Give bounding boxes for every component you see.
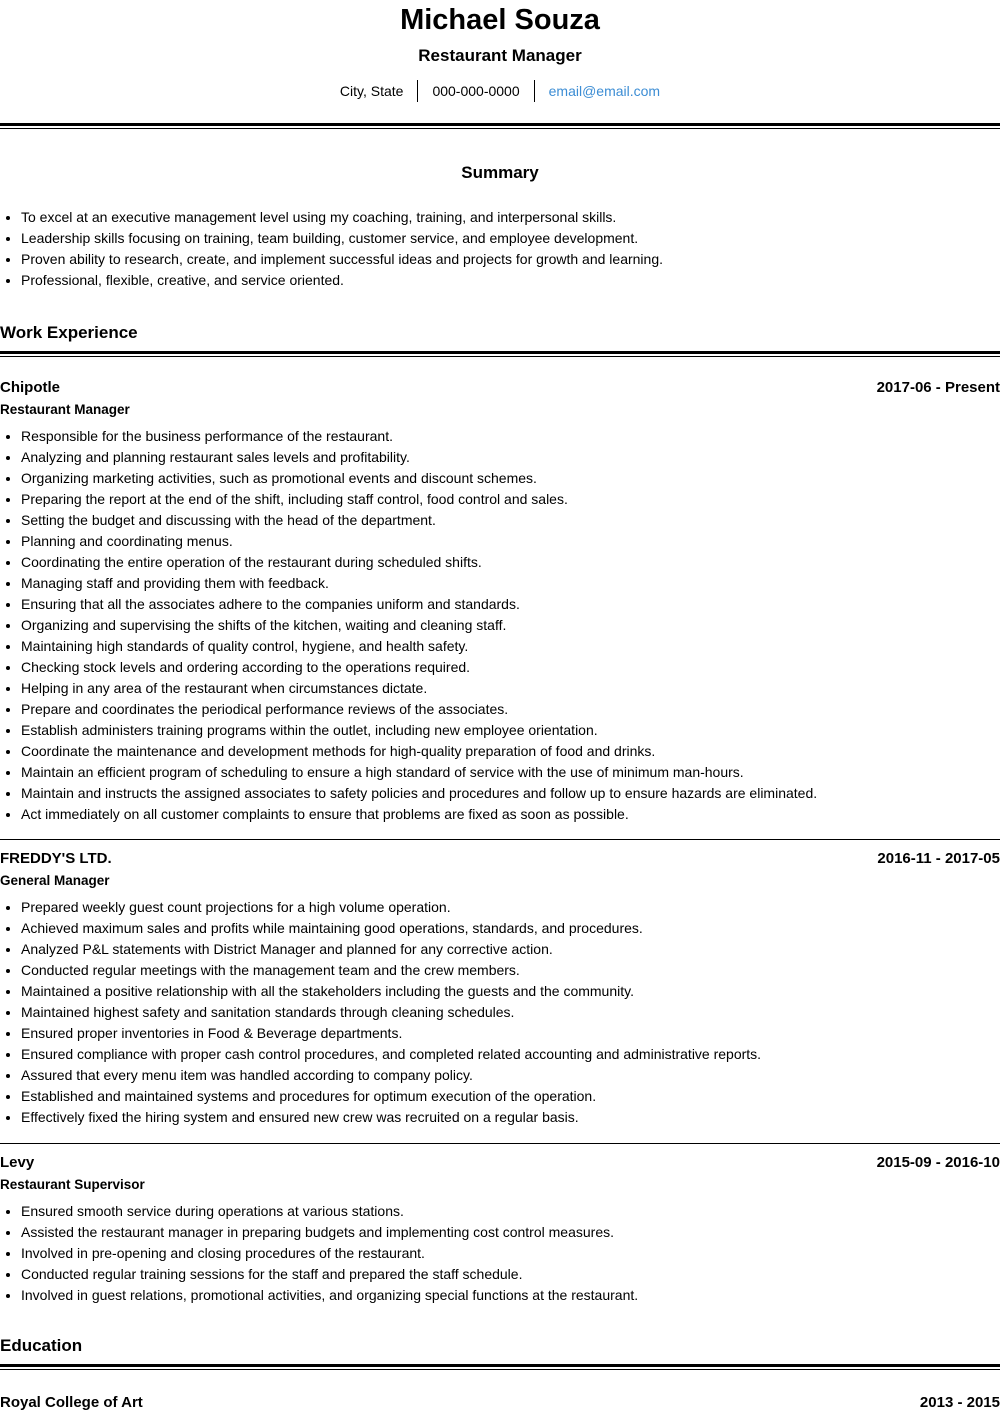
list-item: • Ensured smooth service during operations at various stations. bbox=[21, 1201, 1000, 1222]
summary-list bbox=[0, 207, 1000, 291]
job-divider bbox=[0, 1143, 1000, 1144]
job-dates: 2015-09 - 2016-10 bbox=[876, 1154, 1000, 1171]
job-header bbox=[0, 1154, 1000, 1172]
list-item: • Established and maintained systems and procedures for optimum execution of the operation. bbox=[21, 1086, 1000, 1107]
list-item: • Conducted regular meetings with the management team and the crew members. bbox=[21, 960, 1000, 981]
education-entry bbox=[0, 1394, 1000, 1412]
section-divider bbox=[0, 351, 1000, 357]
list-item: • Leadership skills focusing on training, team building, customer service, and employee development. bbox=[21, 228, 1000, 249]
list-item: • Prepared weekly guest count projections for a high volume operation. bbox=[21, 897, 1000, 918]
job-entry bbox=[0, 379, 1000, 825]
list-item: • Analyzed P&L statements with District Manager and planned for any corrective action. bbox=[21, 939, 1000, 960]
list-item: • Effectively fixed the hiring system and ensured new crew was recruited on a regular basis. bbox=[21, 1107, 1000, 1128]
contact-divider bbox=[534, 80, 535, 102]
list-item: • Managing staff and providing them with feedback. bbox=[21, 573, 1000, 594]
list-item: • Coordinating the entire operation of the restaurant during scheduled shifts. bbox=[21, 552, 1000, 573]
resume-header bbox=[0, 0, 1000, 102]
job-entry bbox=[0, 850, 1000, 1128]
work-experience-heading: Work Experience bbox=[0, 323, 138, 342]
contact-divider bbox=[417, 80, 418, 102]
list-item: • Establish administers training programs within the outlet, including new employee orientation. bbox=[21, 720, 1000, 741]
job-duties-list bbox=[0, 897, 1000, 1128]
job-company: Levy bbox=[0, 1154, 35, 1171]
contact-line bbox=[0, 80, 1000, 102]
list-item: • Involved in pre-opening and closing procedures of the restaurant. bbox=[21, 1243, 1000, 1264]
list-item: • Preparing the report at the end of the shift, including staff control, food control and sales. bbox=[21, 489, 1000, 510]
list-item: • Achieved maximum sales and profits while maintaining good operations, standards, and procedures. bbox=[21, 918, 1000, 939]
list-item: • Checking stock levels and ordering according to the operations required. bbox=[21, 657, 1000, 678]
job-entry bbox=[0, 1154, 1000, 1306]
list-item: • Involved in guest relations, promotional activities, and organizing special functions at the restaurant. bbox=[21, 1285, 1000, 1306]
section-divider bbox=[0, 1364, 1000, 1370]
list-item: • Coordinate the maintenance and development methods for high-quality preparation of food and drinks. bbox=[21, 741, 1000, 762]
job-dates: 2017-06 - Present bbox=[876, 379, 1000, 396]
job-company: FREDDY'S LTD. bbox=[0, 850, 112, 867]
summary-heading: Summary bbox=[461, 163, 539, 182]
job-role: General Manager bbox=[0, 873, 110, 888]
job-divider bbox=[0, 839, 1000, 840]
list-item: • Responsible for the business performance of the restaurant. bbox=[21, 426, 1000, 447]
list-item: • Ensuring that all the associates adhere to the companies uniform and standards. bbox=[21, 594, 1000, 615]
header-divider bbox=[0, 123, 1000, 129]
list-item: • To excel at an executive management level using my coaching, training, and interpersonal skills. bbox=[21, 207, 1000, 228]
list-item: • Helping in any area of the restaurant when circumstances dictate. bbox=[21, 678, 1000, 699]
list-item: • Organizing marketing activities, such as promotional events and discount schemes. bbox=[21, 468, 1000, 489]
list-item: • Maintain an efficient program of scheduling to ensure a high standard of service with the use of minimum man-hours. bbox=[21, 762, 1000, 783]
job-company: Chipotle bbox=[0, 379, 60, 396]
list-item: • Ensured compliance with proper cash control procedures, and completed related accounting and administrative reports. bbox=[21, 1044, 1000, 1065]
job-duties-list bbox=[0, 426, 1000, 825]
education-dates: 2013 - 2015 bbox=[919, 1394, 1000, 1411]
list-item: • Analyzing and planning restaurant sales levels and profitability. bbox=[21, 447, 1000, 468]
list-item: • Maintain and instructs the assigned associates to safety policies and procedures and follow up to ensure hazards are eliminated. bbox=[21, 783, 1000, 804]
list-item: • Maintained a positive relationship with all the stakeholders including the guests and the community. bbox=[21, 981, 1000, 1002]
education-heading: Education bbox=[0, 1336, 83, 1355]
list-item: • Maintained highest safety and sanitation standards through cleaning schedules. bbox=[21, 1002, 1000, 1023]
contact-phone: 000-000-0000 bbox=[432, 83, 520, 99]
list-item: • Proven ability to research, create, and implement successful ideas and projects for growth and learning. bbox=[21, 249, 1000, 270]
list-item: • Ensured proper inventories in Food & Beverage departments. bbox=[21, 1023, 1000, 1044]
job-dates: 2016-11 - 2017-05 bbox=[877, 850, 1000, 867]
list-item: • Assured that every menu item was handled according to company policy. bbox=[21, 1065, 1000, 1086]
job-role: Restaurant Supervisor bbox=[0, 1177, 145, 1192]
list-item: • Professional, flexible, creative, and service oriented. bbox=[21, 270, 1000, 291]
list-item: • Maintaining high standards of quality control, hygiene, and health safety. bbox=[21, 636, 1000, 657]
candidate-name: Michael Souza bbox=[400, 4, 600, 36]
list-item: • Planning and coordinating menus. bbox=[21, 531, 1000, 552]
list-item: • Prepare and coordinates the periodical performance reviews of the associates. bbox=[21, 699, 1000, 720]
education-school: Royal College of Art bbox=[0, 1394, 143, 1411]
list-item: • Setting the budget and discussing with the head of the department. bbox=[21, 510, 1000, 531]
contact-email-link[interactable]: email@email.com bbox=[548, 83, 661, 99]
list-item: • Conducted regular training sessions for the staff and prepared the staff schedule. bbox=[21, 1264, 1000, 1285]
contact-location: City, State bbox=[339, 83, 404, 99]
job-duties-list bbox=[0, 1201, 1000, 1306]
list-item: • Organizing and supervising the shifts of the kitchen, waiting and cleaning staff. bbox=[21, 615, 1000, 636]
job-role: Restaurant Manager bbox=[0, 402, 130, 417]
candidate-title: Restaurant Manager bbox=[418, 46, 582, 65]
job-header bbox=[0, 850, 1000, 868]
list-item: • Assisted the restaurant manager in preparing budgets and implementing cost control measures. bbox=[21, 1222, 1000, 1243]
job-header bbox=[0, 379, 1000, 397]
list-item: • Act immediately on all customer complaints to ensure that problems are fixed as soon as possible. bbox=[21, 804, 1000, 825]
